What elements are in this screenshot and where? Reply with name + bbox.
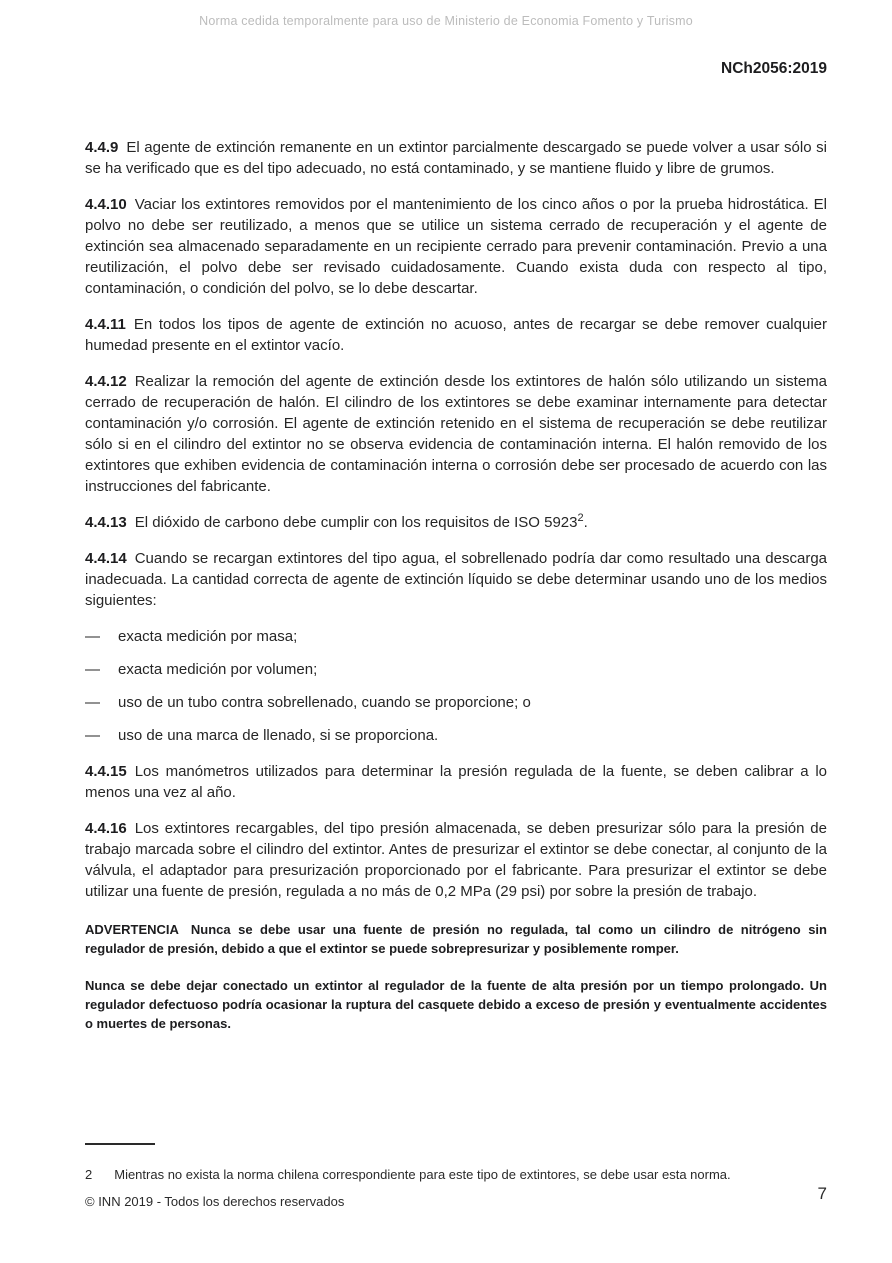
clause-number: 4.4.14 [85, 550, 127, 567]
footnote [85, 1166, 827, 1184]
list-item [85, 659, 827, 680]
list-item-text: uso de un tubo contra sobrellenado, cuando se proporcione; o [118, 694, 531, 711]
clause-4-4-13 [85, 512, 827, 533]
clause-text: Los manómetros utilizados para determinar la presión regulada de la fuente, se deben calibrar a lo menos una vez al año. [85, 763, 827, 801]
footnote-divider [85, 1143, 155, 1145]
list-item-text: exacta medición por volumen; [118, 661, 318, 678]
warning-paragraph [85, 920, 827, 958]
dash-bullet: — [85, 628, 100, 645]
clause-number: 4.4.9 [85, 139, 119, 156]
document-body [85, 137, 827, 1048]
clause-number: 4.4.11 [85, 316, 126, 333]
clause-number: 4.4.16 [85, 820, 127, 837]
dash-bullet: — [85, 727, 100, 744]
clause-text: El agente de extinción remanente en un extintor parcialmente descargado se puede volver a usar sólo si se ha verificado que es del tipo adecuado, no está contaminado, y se mantiene fluido y libre de grumos. [85, 139, 827, 177]
list-item [85, 626, 827, 647]
copyright-notice: © INN 2019 - Todos los derechos reservados [85, 1194, 345, 1209]
clause-4-4-9 [85, 137, 827, 179]
clause-text: En todos los tipos de agente de extinción no acuoso, antes de recargar se debe remover cualquier humedad presente en el extintor vacío. [85, 316, 827, 354]
clause-text: El dióxido de carbono debe cumplir con los requisitos de ISO 5923 [134, 514, 578, 531]
clause-number: 4.4.15 [85, 763, 127, 780]
dash-bullet: — [85, 694, 100, 711]
clause-4-4-16 [85, 818, 827, 902]
list-item-text: uso de una marca de llenado, si se proporciona. [118, 727, 439, 744]
clause-4-4-10 [85, 194, 827, 299]
clause-text: Realizar la remoción del agente de extinción desde los extintores de halón sólo utilizando un sistema cerrado de recuperación de halón. El cilindro de los extintores se debe examinar internamente para detectar contaminación y/o corrosión. El agente de extinción retenido en el sistema de recuperación se debe reutilizar sólo si en el cilindro del extintor no se observa evidencia de contaminación interna. El halón removido de los extintores que exhiben evidencia de contaminación interna o corrosión debe ser procesado de acuerdo con las instrucciones del fabricante. [85, 373, 827, 495]
clause-text: Vaciar los extintores removidos por el mantenimiento de los cinco años o por la prueba hidrostática. El polvo no debe ser reutilizado, a menos que se utilice un sistema cerrado de recuperación y el agente de extinción sea almacenado separadamente en un recipiente cerrado para prevenir contaminación. Previo a una reutilización, el polvo debe ser revisado cuidadosamente. Cuando exista duda con respecto al tipo, contaminación, o condición del polvo, se lo debe descartar. [85, 196, 827, 297]
watermark-text: Norma cedida temporalmente para uso de Ministerio de Economia Fomento y Turismo [199, 14, 693, 28]
clause-text: Cuando se recargan extintores del tipo agua, el sobrellenado podría dar como resultado una descarga inadecuada. La cantidad correcta de agente de extinción líquido se debe determinar usando uno de los medios siguientes: [85, 550, 827, 609]
warning-paragraph [85, 976, 827, 1033]
list-item [85, 692, 827, 713]
dash-bullet: — [85, 661, 100, 678]
clause-4-4-12 [85, 371, 827, 497]
clause-4-4-15 [85, 761, 827, 803]
clause-text: Los extintores recargables, del tipo presión almacenada, se deben presurizar sólo para la presión de trabajo marcada sobre el cilindro del extintor. Antes de presurizar el extintor se debe conectar, al conjunto de la válvula, el adaptador para presurización proporcionado por el fabricante. Para presurizar el extintor se debe utilizar una fuente de presión, regulada a no más de 0,2 MPa (29 psi) por sobre la presión de trabajo. [85, 820, 827, 900]
clause-4-4-14 [85, 548, 827, 611]
clause-number: 4.4.13 [85, 514, 127, 531]
clause-text-tail: . [583, 514, 588, 531]
footnote-reference: 2 [577, 512, 584, 524]
warning-text: Nunca se debe dejar conectado un extintor al regulador de la fuente de alta presión por un tiempo prolongado. Un regulador defectuoso podría ocasionar la ruptura del casquete debido a exceso de presión y eventualmente accidentes o muertes de personas. [85, 978, 827, 1031]
document-code: NCh2056:2019 [721, 60, 827, 77]
warning-text: Nunca se debe usar una fuente de presión no regulada, tal como un cilindro de nitrógeno sin regulador de presión, debido a que el extintor se puede sobrepresurizar y posiblemente romper. [85, 922, 827, 956]
list-item [85, 725, 827, 746]
clause-number: 4.4.10 [85, 196, 127, 213]
warning-label: ADVERTENCIA [85, 922, 179, 937]
footnote-number: 2 [85, 1167, 93, 1182]
page-number: 7 [817, 1184, 827, 1203]
list-item-text: exacta medición por masa; [118, 628, 298, 645]
footnote-text: Mientras no exista la norma chilena correspondiente para este tipo de extintores, se debe usar esta norma. [114, 1167, 731, 1182]
clause-4-4-11 [85, 314, 827, 356]
clause-number: 4.4.12 [85, 373, 127, 390]
